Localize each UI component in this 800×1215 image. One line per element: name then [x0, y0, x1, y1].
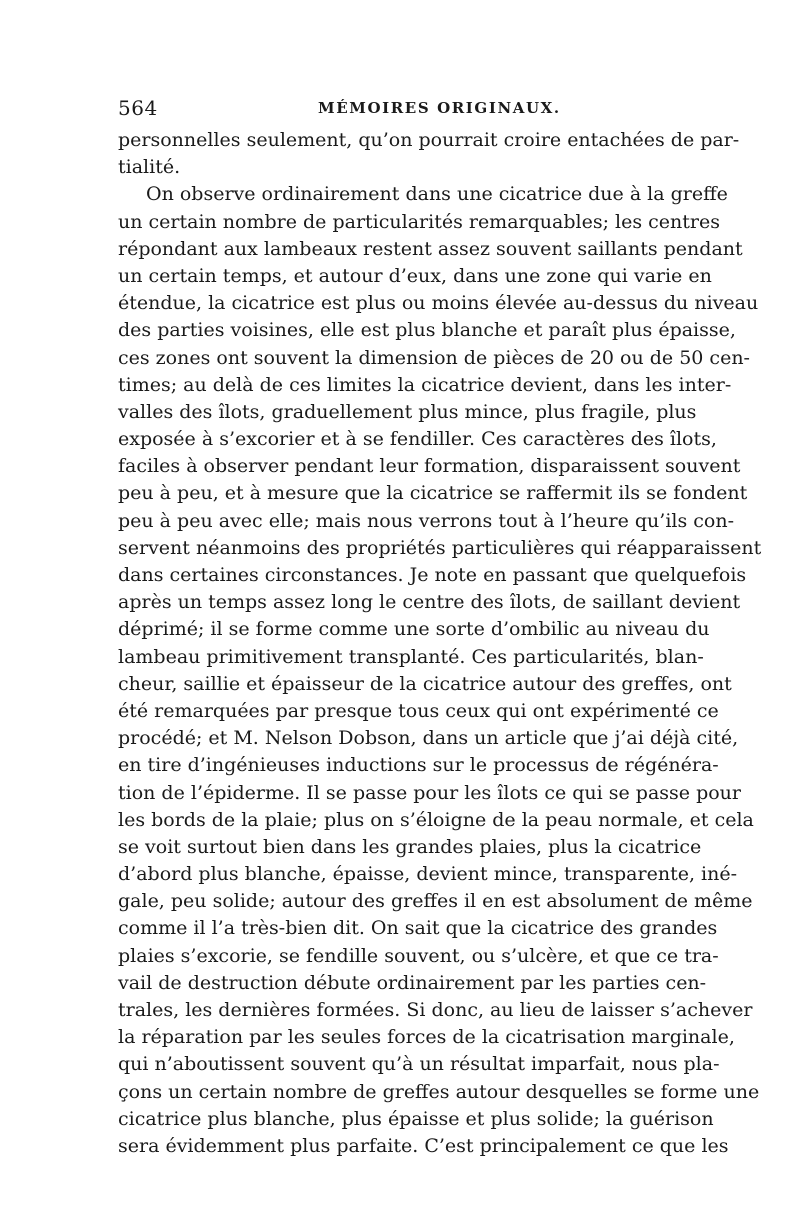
text-line: des parties voisines, elle est plus blanche et paraît plus épaisse, — [118, 319, 736, 342]
text-line: procédé; et M. Nelson Dobson, dans un article que j’ai déjà cité, — [118, 727, 739, 750]
text-line: personnelles seulement, qu’on pourrait croire entachées de par- — [118, 129, 740, 151]
text-line: cheur, saillie et épaisseur de la cicatrice autour des greffes, ont — [118, 672, 732, 695]
text-line: tion de l’épiderme. Il se passe pour les îlots ce qui se passe pour — [118, 781, 741, 804]
text-line: gale, peu solide; autour des greffes il en est absolument de même — [118, 890, 753, 913]
text-line: d’abord plus blanche, épaisse, devient mince, transparente, iné- — [118, 863, 738, 886]
text-line: dans certaines circonstances. Je note en passant que quelquefois — [118, 564, 747, 586]
text-line: cicatrice plus blanche, plus épaisse et plus solide; la guérison — [118, 1107, 714, 1130]
text-line: tialité. — [118, 156, 181, 179]
text-line: peu à peu, et à mesure que la cicatrice se raffermit ils se fondent — [118, 482, 748, 505]
text-line: répondant aux lambeaux restent assez souvent saillants pendant — [118, 237, 743, 260]
text-line: plaies s’excorie, se fendille souvent, ou s’ulcère, et que ce tra- — [118, 944, 719, 967]
page-number: 564 — [118, 96, 158, 120]
text-line: exposée à s’excorier et à se fendiller. Ces caractères des îlots, — [118, 428, 717, 451]
body-text — [118, 127, 762, 1160]
text-line: un certain nombre de particularités remarquables; les centres — [118, 210, 720, 233]
text-line: trales, les dernières formées. Si donc, au lieu de laisser s’achever — [118, 999, 753, 1021]
text-line: servent néanmoins des propriétés particulières qui réapparaissent — [118, 536, 762, 559]
text-line: se voit surtout bien dans les grandes plaies, plus la cicatrice — [118, 835, 702, 858]
text-line: été remarquées par presque tous ceux qui ont expérimenté ce — [118, 699, 719, 722]
text-line: çons un certain nombre de greffes autour desquelles se forme une — [118, 1080, 760, 1103]
page-header — [118, 96, 684, 124]
text-line: faciles à observer pendant leur formation, disparaissent souvent — [118, 455, 741, 478]
text-line: en tire d’ingénieuses inductions sur le processus de régénéra- — [118, 754, 719, 777]
text-line: déprimé; il se forme comme une sorte d’ombilic au niveau du — [118, 618, 710, 641]
text-line: étendue, la cicatrice est plus ou moins élevée au-dessus du niveau — [118, 292, 759, 315]
text-line: lambeau primitivement transplanté. Ces particularités, blan- — [118, 645, 704, 668]
text-line: sera évidemment plus parfaite. C’est principalement ce que les — [118, 1134, 729, 1157]
text-line: On observe ordinairement dans une cicatrice due à la greffe — [146, 183, 728, 206]
text-line: les bords de la plaie; plus on s’éloigne de la peau normale, et cela — [118, 808, 754, 831]
text-line: comme il l’a très-bien dit. On sait que la cicatrice des grandes — [118, 917, 718, 940]
text-line: ces zones ont souvent la dimension de pièces de 20 ou de 50 cen- — [118, 346, 750, 369]
text-line: qui n’aboutissent souvent qu’à un résultat imparfait, nous pla- — [118, 1053, 720, 1076]
text-line: valles des îlots, graduellement plus mince, plus fragile, plus — [118, 400, 697, 423]
text-line: la réparation par les seules forces de la cicatrisation marginale, — [118, 1026, 735, 1049]
text-line: peu à peu avec elle; mais nous verrons tout à l’heure qu’ils con- — [118, 509, 734, 532]
text-line: times; au delà de ces limites la cicatrice devient, dans les inter- — [118, 373, 732, 396]
text-line: un certain temps, et autour d’eux, dans une zone qui varie en — [118, 264, 712, 287]
running-head: MÉMOIRES ORIGINAUX. — [318, 99, 561, 117]
text-line: après un temps assez long le centre des îlots, de saillant devient — [118, 591, 741, 614]
text-line: vail de destruction débute ordinairement par les parties cen- — [118, 971, 707, 994]
